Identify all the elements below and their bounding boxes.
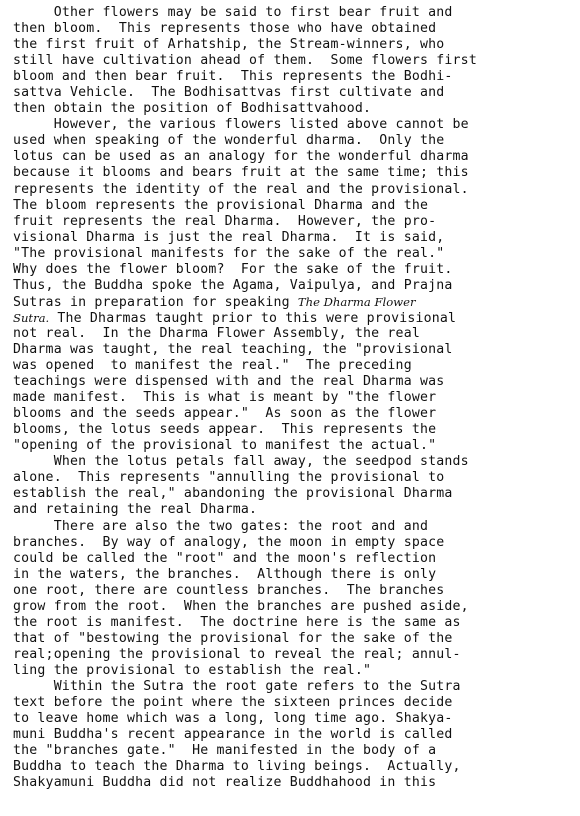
text-line: made manifest. This is what is meant by "the flower	[13, 390, 437, 406]
text-line: Within the Sutra the root gate refers to the Sutra	[13, 678, 461, 694]
text-line: alone. This represents "annulling the provisional to	[13, 470, 445, 486]
text-line: branches. By way of analogy, the moon in empty space	[13, 534, 445, 550]
text-line: visional Dharma is just the real Dharma. It is said,	[13, 229, 445, 245]
text-line: Thus, the Buddha spoke the Agama, Vaipulya, and Prajna	[13, 277, 453, 293]
text-line: was opened to manifest the real." The preceding	[13, 358, 412, 374]
text-line: that of "bestowing the provisional for the sake of the	[13, 630, 453, 646]
text-line: and retaining the real Dharma.	[13, 502, 258, 518]
text-line: muni Buddha's recent appearance in the world is called	[13, 727, 453, 743]
text-line: Other flowers may be said to first bear fruit and	[13, 5, 453, 20]
text-line: used when speaking of the wonderful dharma. Only the	[13, 133, 445, 149]
text-line: blooms and the seeds appear." As soon as the flower	[13, 406, 437, 422]
text-line: text before the point where the sixteen princes decide	[13, 695, 453, 711]
text-line: lotus can be used as an analogy for the wonderful dharma	[13, 149, 469, 165]
text-line: still have cultivation ahead of them. Some flowers first	[13, 53, 477, 69]
text-line: to leave home which was a long, long time ago. Shakya-	[13, 711, 453, 727]
text-line: then bloom. This represents those who have obtained	[13, 21, 437, 37]
sutra-title-italic: Sutra.	[13, 310, 50, 325]
text-segment: The Dharmas taught prior to this were provisional	[57, 310, 457, 326]
text-line: teachings were dispensed with and the real Dharma was	[13, 374, 445, 390]
text-line: the root is manifest. The doctrine here is the same as	[13, 614, 461, 630]
text-line: bloom and then bear fruit. This represents the Bodhi-	[13, 69, 453, 85]
text-line: the "branches gate." He manifested in the body of a	[13, 743, 437, 759]
text-line: The bloom represents the provisional Dharma and the	[13, 197, 429, 213]
text-line: because it blooms and bears fruit at the same time; this	[13, 165, 469, 181]
text-line: ling the provisional to establish the real."	[13, 662, 372, 678]
text-line: There are also the two gates: the root and and	[13, 518, 429, 534]
text-line	[13, 310, 570, 326]
text-line: establish the real," abandoning the provisional Dharma	[13, 486, 453, 502]
text-line: could be called the "root" and the moon's reflection	[13, 550, 437, 566]
text-line: sattva Vehicle. The Bodhisattvas first cultivate and	[13, 85, 445, 101]
text-line: However, the various flowers listed above cannot be	[13, 117, 469, 133]
text-line: not real. In the Dharma Flower Assembly, the real	[13, 325, 420, 341]
text-line: Dharma was taught, the real teaching, the "provisional	[13, 341, 453, 357]
text-line	[13, 294, 570, 310]
text-line: Why does the flower bloom? For the sake of the fruit.	[13, 261, 453, 277]
text-line: then obtain the position of Bodhisattvahood.	[13, 101, 372, 117]
text-line: "opening of the provisional to manifest the actual."	[13, 438, 437, 454]
text-line: "The provisional manifests for the sake of the real."	[13, 245, 445, 261]
text-line: grow from the root. When the branches are pushed aside,	[13, 598, 469, 614]
text-line: blooms, the lotus seeds appear. This represents the	[13, 422, 437, 438]
text-line: represents the identity of the real and the provisional.	[13, 181, 469, 197]
text-line: real;opening the provisional to reveal the real; annul-	[13, 646, 461, 662]
text-line: one root, there are countless branches. The branches	[13, 582, 445, 598]
text-line: Buddha to teach the Dharma to living beings. Actually,	[13, 759, 461, 775]
sutra-title-italic: The Dharma Flower	[297, 294, 416, 309]
text-line: fruit represents the real Dharma. However, the pro-	[13, 213, 437, 229]
text-segment: Sutras in preparation for speaking	[13, 294, 298, 310]
text-line: in the waters, the branches. Although there is only	[13, 566, 437, 582]
text-line: the first fruit of Arhatship, the Stream-winners, who	[13, 37, 445, 53]
text-line: Shakyamuni Buddha did not realize Buddhahood in this	[13, 775, 437, 791]
text-line: When the lotus petals fall away, the seedpod stands	[13, 454, 469, 470]
